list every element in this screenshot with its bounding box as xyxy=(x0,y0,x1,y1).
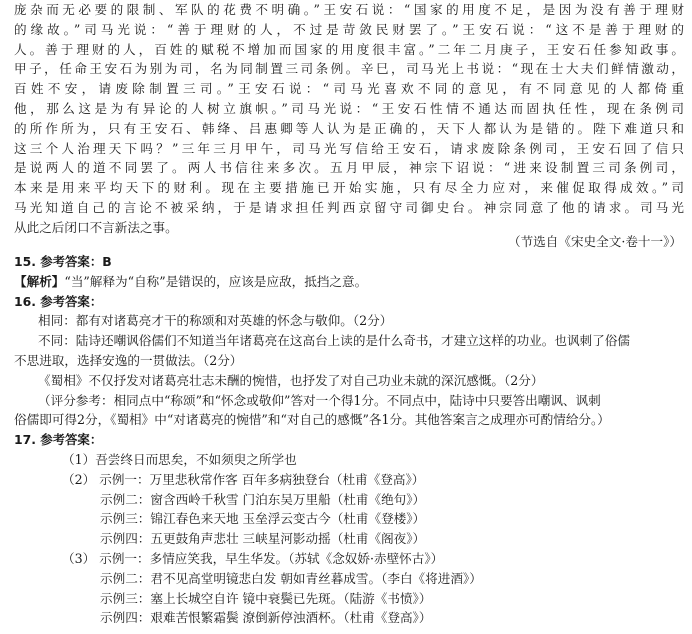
answer-section xyxy=(14,252,686,628)
translation-passage xyxy=(14,0,684,238)
passage-line: 人。善于理财的人，百姓的赋税不增加而国家的用度很丰富。”二年二月庚子，王安石任参知政事。 xyxy=(14,41,684,57)
q17-part3-label: （3） xyxy=(62,550,96,566)
passage-line: 他，那么这是为有异论的人树立旗帜。”司马光说：“王安石性情不通达而固执任性，现在条例司 xyxy=(14,100,684,116)
passage-line: 百姓不安，请废除制置三司。”王安石说：“司马光喜欢不同的意见，有不同意见的人都倚重 xyxy=(14,81,684,97)
q17-part2-example xyxy=(14,470,686,490)
q17-part2-label: （2） xyxy=(62,471,96,487)
q16-title: 16. 参考答案： xyxy=(14,293,103,309)
q16-diff: 不同：陆诗还嘲讽俗儒们不知道当年诸葛亮在这高台上读的是什么奇书，才建立这样的功业。也讽刺了俗儒 xyxy=(38,333,630,349)
passage-source: （节选自《宋史全文·卷十一》） xyxy=(507,234,682,249)
example-text: 示例一：万里悲秋常作客 百年多病独登台（杜甫《登高》） xyxy=(99,471,425,487)
passage-line: 这三个人治理天下吗？”三年三月甲午，司马光写信给王安石，请求废除条例司，王安石回了信只 xyxy=(14,140,684,156)
passage-line: 甲子，任命王安石为别为司，名为同制置三司条例。辛巳，司马光上书说：“现在士大夫们鲜情激动， xyxy=(14,61,684,77)
q17-part1: （1）吾尝终日而思矣，不如须臾之所学也 xyxy=(62,451,297,467)
q15-title: 15. 参考答案：B xyxy=(14,254,112,269)
passage-line: 庞杂而无必要的限制、军队的花费不明确。”王安石说：“国家的用度不足，是因为没有善于理财 xyxy=(14,2,684,17)
q17-part2-example: 示例二：窗含西岭千秋雪 门泊东吴万里船（杜甫《绝句》） xyxy=(100,491,426,507)
q17-part3-example: 示例三：塞上长城空自许 镜中衰鬓已先斑。（陆游《书愤》） xyxy=(100,590,432,606)
q17-part2-example: 示例四：五更鼓角声悲壮 三峡星河影动摇（杜甫《阁夜》） xyxy=(100,531,426,547)
passage-line: 马光知道自己的言论不被采纳，于是请求担任判西京留守司御史台。神宗同意了他的请求。司马光 xyxy=(14,199,684,215)
q17-part3-example xyxy=(14,549,686,569)
q17-part3-example: 示例二：君不见高堂明镜悲白发 朝如青丝暮成雪。（李白《将进酒》） xyxy=(100,570,482,586)
q17-part3-example: 示例四：艰难苦恨繁霜鬓 潦倒新停浊酒杯。（杜甫《登高》） xyxy=(100,610,432,626)
q16-rubric: （评分参考：相同点中“称颂”和“怀念或敬仰”答对一个得1分。不同点中，陆诗中只要答出嘲讽、讽刺 xyxy=(38,392,601,408)
q16-same: 相同：都有对诸葛亮才干的称颂和对英雄的怀念与敬仰。（2分） xyxy=(38,313,393,329)
passage-line: 的所作所为，只有王安石、韩绛、吕惠卿等人认为是正确的，天下人都认为是错的。陛下难道只和 xyxy=(14,120,684,136)
q16-diff-cont: 不思进取，选择安逸的一贯做法。（2分） xyxy=(14,352,243,368)
passage-line: 从此之后闭口不言新法之事。 xyxy=(14,219,178,235)
passage-line: 的缘故。”司马光说：“善于理财的人，不过是苛敛民财罢了。”王安石说：“这不是善于理财的 xyxy=(14,21,684,37)
q17-part2-example: 示例三：锦江春色来天地 玉垒浮云变古今（杜甫《登楼》） xyxy=(100,511,426,527)
q17-title: 17. 参考答案： xyxy=(14,432,103,448)
analysis-tag: 【解析】 xyxy=(14,273,65,289)
q15-analysis xyxy=(14,272,686,292)
example-text: 示例一：多情应笑我，早生华发。（苏轼《念奴娇·赤壁怀古》） xyxy=(99,550,444,566)
q16-shuxiang: 《蜀相》不仅抒发对诸葛亮壮志未酬的惋惜，也抒发了对自己功业未就的深沉感慨。（2分） xyxy=(38,372,544,388)
passage-line: 是说两人的道不同罢了。两人书信往来多次。五月甲辰，神宗下诏说：“进来设制置三司条例司， xyxy=(14,160,684,176)
q15-analysis-text: “当”解释为“自称”是错误的，应该是应敌，抵挡之意。 xyxy=(64,273,368,289)
q16-rubric-cont: 俗儒即可得2分，《蜀相》中“对诸葛亮的惋惜”和“对自己的感慨”各1分。其他答案言之成理亦可酌情给分。） xyxy=(14,412,610,428)
passage-line: 本来是用来平均天下的财利。现在主要措施已开始实施，只有尽全力应对，来催促取得成效。”司 xyxy=(14,180,684,196)
